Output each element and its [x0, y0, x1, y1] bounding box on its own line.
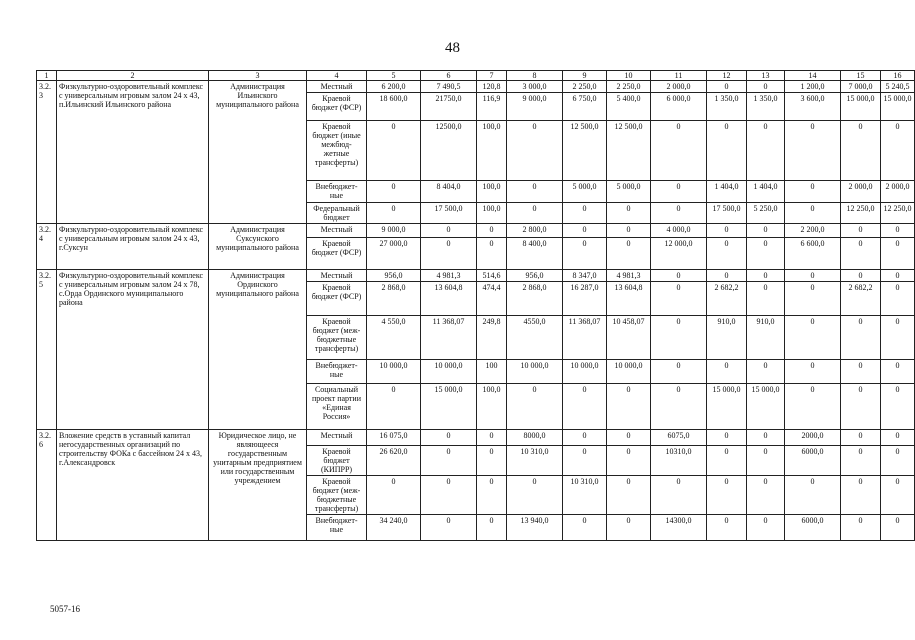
- project-number: 3.2.6: [37, 430, 57, 541]
- amount-cell: 4 000,0: [651, 224, 707, 238]
- funding-source: Краевой бюджет (меж-бюджетные трансферты): [307, 476, 367, 515]
- budget-table: [36, 70, 915, 541]
- amount-cell: 0: [881, 238, 915, 270]
- amount-cell: 0: [841, 360, 881, 384]
- project-executor: Администрация Ильинского муниципального района: [209, 81, 307, 224]
- column-number: 15: [841, 71, 881, 81]
- amount-cell: 0: [785, 282, 841, 316]
- amount-cell: 0: [607, 446, 651, 476]
- amount-cell: 956,0: [507, 270, 563, 282]
- amount-cell: 8 400,0: [507, 238, 563, 270]
- amount-cell: 0: [707, 238, 747, 270]
- amount-cell: 100,0: [477, 181, 507, 203]
- amount-cell: 0: [651, 181, 707, 203]
- funding-source: Краевой бюджет (меж-бюджетные трансферты): [307, 316, 367, 360]
- column-number: 8: [507, 71, 563, 81]
- funding-source: Местный: [307, 430, 367, 446]
- amount-cell: 8000,0: [507, 430, 563, 446]
- amount-cell: 8 347,0: [563, 270, 607, 282]
- amount-cell: 11 368,07: [563, 316, 607, 360]
- amount-cell: 2 682,2: [707, 282, 747, 316]
- amount-cell: 0: [841, 316, 881, 360]
- column-number: 1: [37, 71, 57, 81]
- amount-cell: 0: [651, 476, 707, 515]
- amount-cell: 11 368,07: [421, 316, 477, 360]
- amount-cell: 0: [841, 238, 881, 270]
- amount-cell: 2 800,0: [507, 224, 563, 238]
- amount-cell: 249,8: [477, 316, 507, 360]
- amount-cell: 0: [477, 476, 507, 515]
- amount-cell: 0: [707, 224, 747, 238]
- funding-source: Местный: [307, 81, 367, 93]
- amount-cell: 910,0: [707, 316, 747, 360]
- funding-source: Внебюджет-ные: [307, 181, 367, 203]
- amount-cell: 0: [747, 360, 785, 384]
- amount-cell: 0: [507, 476, 563, 515]
- amount-cell: 0: [785, 181, 841, 203]
- amount-cell: 2 000,0: [881, 181, 915, 203]
- amount-cell: 0: [563, 430, 607, 446]
- project-number: 3.2.4: [37, 224, 57, 270]
- amount-cell: 0: [881, 270, 915, 282]
- table-row: [37, 430, 915, 446]
- amount-cell: 0: [707, 446, 747, 476]
- amount-cell: 2000,0: [785, 430, 841, 446]
- amount-cell: 0: [477, 224, 507, 238]
- amount-cell: 0: [651, 282, 707, 316]
- amount-cell: 0: [785, 384, 841, 430]
- amount-cell: 17 500,0: [707, 203, 747, 224]
- amount-cell: 1 404,0: [747, 181, 785, 203]
- amount-cell: 0: [507, 203, 563, 224]
- amount-cell: 13 940,0: [507, 515, 563, 541]
- amount-cell: 0: [563, 224, 607, 238]
- amount-cell: 1 200,0: [785, 81, 841, 93]
- project-executor: Администрация Суксунского муниципального района: [209, 224, 307, 270]
- project-executor: Администрация Ординского муниципального района: [209, 270, 307, 430]
- column-number: 5: [367, 71, 421, 81]
- amount-cell: 6 000,0: [651, 93, 707, 121]
- table-row: [37, 81, 915, 93]
- amount-cell: 0: [477, 238, 507, 270]
- amount-cell: 0: [421, 446, 477, 476]
- amount-cell: 0: [881, 446, 915, 476]
- amount-cell: 0: [785, 121, 841, 181]
- project-name: Физкультурно-оздоровительный комплекс с универсальным игровым залом 24 х 43, г.Суксун: [57, 224, 209, 270]
- amount-cell: 6000,0: [785, 446, 841, 476]
- funding-source: Социальный проект партии «Единая Россия»: [307, 384, 367, 430]
- amount-cell: 0: [607, 515, 651, 541]
- amount-cell: 0: [881, 384, 915, 430]
- amount-cell: 0: [477, 430, 507, 446]
- amount-cell: 910,0: [747, 316, 785, 360]
- column-number: 4: [307, 71, 367, 81]
- amount-cell: 0: [367, 384, 421, 430]
- amount-cell: 0: [707, 121, 747, 181]
- amount-cell: 0: [421, 430, 477, 446]
- amount-cell: 6 750,0: [563, 93, 607, 121]
- amount-cell: 0: [563, 384, 607, 430]
- column-number: 14: [785, 71, 841, 81]
- amount-cell: 4 550,0: [367, 316, 421, 360]
- amount-cell: 0: [477, 515, 507, 541]
- amount-cell: 15 000,0: [421, 384, 477, 430]
- amount-cell: 0: [607, 384, 651, 430]
- amount-cell: 0: [747, 446, 785, 476]
- column-number: 7: [477, 71, 507, 81]
- table-row: [37, 270, 915, 282]
- amount-cell: 0: [607, 224, 651, 238]
- amount-cell: 5 400,0: [607, 93, 651, 121]
- column-number: 3: [209, 71, 307, 81]
- amount-cell: 0: [881, 515, 915, 541]
- amount-cell: 0: [507, 181, 563, 203]
- amount-cell: 34 240,0: [367, 515, 421, 541]
- amount-cell: 0: [607, 238, 651, 270]
- amount-cell: 0: [651, 203, 707, 224]
- funding-source: Внебюджет-ные: [307, 360, 367, 384]
- amount-cell: 13 604,8: [421, 282, 477, 316]
- amount-cell: 0: [881, 282, 915, 316]
- document-code: 5057-16: [50, 604, 80, 614]
- column-number: 9: [563, 71, 607, 81]
- funding-source: Федеральный бюджет: [307, 203, 367, 224]
- amount-cell: 0: [747, 515, 785, 541]
- amount-cell: 0: [747, 81, 785, 93]
- amount-cell: 12500,0: [421, 121, 477, 181]
- amount-cell: 0: [841, 430, 881, 446]
- amount-cell: 0: [563, 446, 607, 476]
- amount-cell: 12 000,0: [651, 238, 707, 270]
- amount-cell: 5 000,0: [607, 181, 651, 203]
- amount-cell: 0: [881, 121, 915, 181]
- amount-cell: 0: [507, 121, 563, 181]
- amount-cell: 0: [507, 384, 563, 430]
- project-name: Вложение средств в уставный капитал негосударственных организаций по строительству ФОКа с бассейном 24 х 43, г.Александровск: [57, 430, 209, 541]
- amount-cell: 15 000,0: [747, 384, 785, 430]
- amount-cell: 15 000,0: [707, 384, 747, 430]
- amount-cell: 514,6: [477, 270, 507, 282]
- amount-cell: 26 620,0: [367, 446, 421, 476]
- amount-cell: 2 000,0: [651, 81, 707, 93]
- project-executor: Юридическое лицо, не являющееся государственным унитарным предприятием или государственным учреждением: [209, 430, 307, 541]
- amount-cell: 10 000,0: [607, 360, 651, 384]
- amount-cell: 0: [881, 224, 915, 238]
- amount-cell: 0: [841, 446, 881, 476]
- amount-cell: 3 000,0: [507, 81, 563, 93]
- column-number: 12: [707, 71, 747, 81]
- amount-cell: 0: [841, 224, 881, 238]
- project-name: Физкультурно-оздоровительный комплекс с универсальным игровым залом 24 х 78, с.Орда Ординского муниципального района: [57, 270, 209, 430]
- amount-cell: 0: [747, 224, 785, 238]
- amount-cell: 5 240,5: [881, 81, 915, 93]
- amount-cell: 14300,0: [651, 515, 707, 541]
- column-number: 10: [607, 71, 651, 81]
- amount-cell: 5 250,0: [747, 203, 785, 224]
- amount-cell: 17 500,0: [421, 203, 477, 224]
- amount-cell: 0: [421, 238, 477, 270]
- amount-cell: 7 490,5: [421, 81, 477, 93]
- amount-cell: 6000,0: [785, 515, 841, 541]
- amount-cell: 0: [707, 360, 747, 384]
- column-number: 2: [57, 71, 209, 81]
- amount-cell: 0: [747, 430, 785, 446]
- amount-cell: 0: [707, 270, 747, 282]
- amount-cell: 2 200,0: [785, 224, 841, 238]
- amount-cell: 0: [707, 515, 747, 541]
- amount-cell: 2 682,2: [841, 282, 881, 316]
- amount-cell: 0: [607, 203, 651, 224]
- amount-cell: 0: [785, 203, 841, 224]
- project-number: 3.2.5: [37, 270, 57, 430]
- amount-cell: 6075,0: [651, 430, 707, 446]
- column-number-row: [37, 71, 915, 81]
- funding-source: Краевой бюджет (КИПРР): [307, 446, 367, 476]
- project-name: Физкультурно-оздоровительный комплекс с универсальным игровым залом 24 х 43, п.Ильинский Ильинского района: [57, 81, 209, 224]
- amount-cell: 0: [707, 430, 747, 446]
- amount-cell: 0: [421, 515, 477, 541]
- amount-cell: 0: [707, 476, 747, 515]
- amount-cell: 100,0: [477, 121, 507, 181]
- amount-cell: 0: [563, 515, 607, 541]
- amount-cell: 4550,0: [507, 316, 563, 360]
- amount-cell: 6 600,0: [785, 238, 841, 270]
- amount-cell: 0: [841, 515, 881, 541]
- amount-cell: 1 350,0: [747, 93, 785, 121]
- amount-cell: 0: [785, 360, 841, 384]
- project-number: 3.2.3: [37, 81, 57, 224]
- column-number: 13: [747, 71, 785, 81]
- amount-cell: 0: [785, 316, 841, 360]
- amount-cell: 0: [477, 446, 507, 476]
- amount-cell: 6 200,0: [367, 81, 421, 93]
- amount-cell: 0: [785, 270, 841, 282]
- amount-cell: 0: [747, 476, 785, 515]
- amount-cell: 0: [651, 316, 707, 360]
- amount-cell: 0: [747, 238, 785, 270]
- amount-cell: 9 000,0: [507, 93, 563, 121]
- amount-cell: 2 868,0: [507, 282, 563, 316]
- amount-cell: 1 404,0: [707, 181, 747, 203]
- funding-source: Краевой бюджет (иные межбюд-жетные трансферты): [307, 121, 367, 181]
- amount-cell: 0: [881, 430, 915, 446]
- amount-cell: 0: [367, 181, 421, 203]
- amount-cell: 0: [841, 384, 881, 430]
- amount-cell: 2 250,0: [563, 81, 607, 93]
- amount-cell: 10 458,07: [607, 316, 651, 360]
- amount-cell: 2 000,0: [841, 181, 881, 203]
- amount-cell: 2 868,0: [367, 282, 421, 316]
- amount-cell: 956,0: [367, 270, 421, 282]
- amount-cell: 0: [707, 81, 747, 93]
- amount-cell: 0: [367, 476, 421, 515]
- amount-cell: 0: [563, 203, 607, 224]
- amount-cell: 16 287,0: [563, 282, 607, 316]
- amount-cell: 3 600,0: [785, 93, 841, 121]
- table-row: [37, 224, 915, 238]
- funding-source: Краевой бюджет (ФСР): [307, 238, 367, 270]
- amount-cell: 9 000,0: [367, 224, 421, 238]
- amount-cell: 10 000,0: [367, 360, 421, 384]
- amount-cell: 10310,0: [651, 446, 707, 476]
- amount-cell: 7 000,0: [841, 81, 881, 93]
- amount-cell: 13 604,8: [607, 282, 651, 316]
- amount-cell: 8 404,0: [421, 181, 477, 203]
- amount-cell: 12 250,0: [881, 203, 915, 224]
- amount-cell: 10 310,0: [563, 476, 607, 515]
- amount-cell: 10 310,0: [507, 446, 563, 476]
- amount-cell: 4 981,3: [421, 270, 477, 282]
- amount-cell: 0: [607, 430, 651, 446]
- amount-cell: 0: [651, 270, 707, 282]
- amount-cell: 0: [841, 270, 881, 282]
- column-number: 6: [421, 71, 477, 81]
- amount-cell: 0: [747, 121, 785, 181]
- page-number: 48: [445, 40, 460, 56]
- amount-cell: 12 500,0: [607, 121, 651, 181]
- amount-cell: 12 250,0: [841, 203, 881, 224]
- amount-cell: 0: [421, 476, 477, 515]
- amount-cell: 0: [651, 384, 707, 430]
- amount-cell: 0: [841, 121, 881, 181]
- amount-cell: 0: [651, 121, 707, 181]
- amount-cell: 18 600,0: [367, 93, 421, 121]
- amount-cell: 0: [841, 476, 881, 515]
- amount-cell: 2 250,0: [607, 81, 651, 93]
- amount-cell: 100: [477, 360, 507, 384]
- amount-cell: 5 000,0: [563, 181, 607, 203]
- funding-source: Местный: [307, 224, 367, 238]
- amount-cell: 0: [421, 224, 477, 238]
- amount-cell: 0: [607, 476, 651, 515]
- amount-cell: 10 000,0: [421, 360, 477, 384]
- funding-source: Краевой бюджет (ФСР): [307, 282, 367, 316]
- amount-cell: 0: [881, 360, 915, 384]
- amount-cell: 0: [747, 282, 785, 316]
- amount-cell: 12 500,0: [563, 121, 607, 181]
- amount-cell: 0: [785, 476, 841, 515]
- amount-cell: 0: [747, 270, 785, 282]
- amount-cell: 0: [651, 360, 707, 384]
- funding-source: Внебюджет-ные: [307, 515, 367, 541]
- amount-cell: 0: [881, 316, 915, 360]
- amount-cell: 1 350,0: [707, 93, 747, 121]
- amount-cell: 4 981,3: [607, 270, 651, 282]
- amount-cell: 10 000,0: [507, 360, 563, 384]
- column-number: 11: [651, 71, 707, 81]
- amount-cell: 474,4: [477, 282, 507, 316]
- amount-cell: 15 000,0: [881, 93, 915, 121]
- amount-cell: 0: [881, 476, 915, 515]
- amount-cell: 116,9: [477, 93, 507, 121]
- funding-source: Местный: [307, 270, 367, 282]
- amount-cell: 21750,0: [421, 93, 477, 121]
- amount-cell: 0: [563, 238, 607, 270]
- amount-cell: 100,0: [477, 203, 507, 224]
- amount-cell: 15 000,0: [841, 93, 881, 121]
- amount-cell: 16 075,0: [367, 430, 421, 446]
- amount-cell: 10 000,0: [563, 360, 607, 384]
- column-number: 16: [881, 71, 915, 81]
- amount-cell: 27 000,0: [367, 238, 421, 270]
- amount-cell: 0: [367, 203, 421, 224]
- amount-cell: 120,8: [477, 81, 507, 93]
- amount-cell: 100,0: [477, 384, 507, 430]
- amount-cell: 0: [367, 121, 421, 181]
- funding-source: Краевой бюджет (ФСР): [307, 93, 367, 121]
